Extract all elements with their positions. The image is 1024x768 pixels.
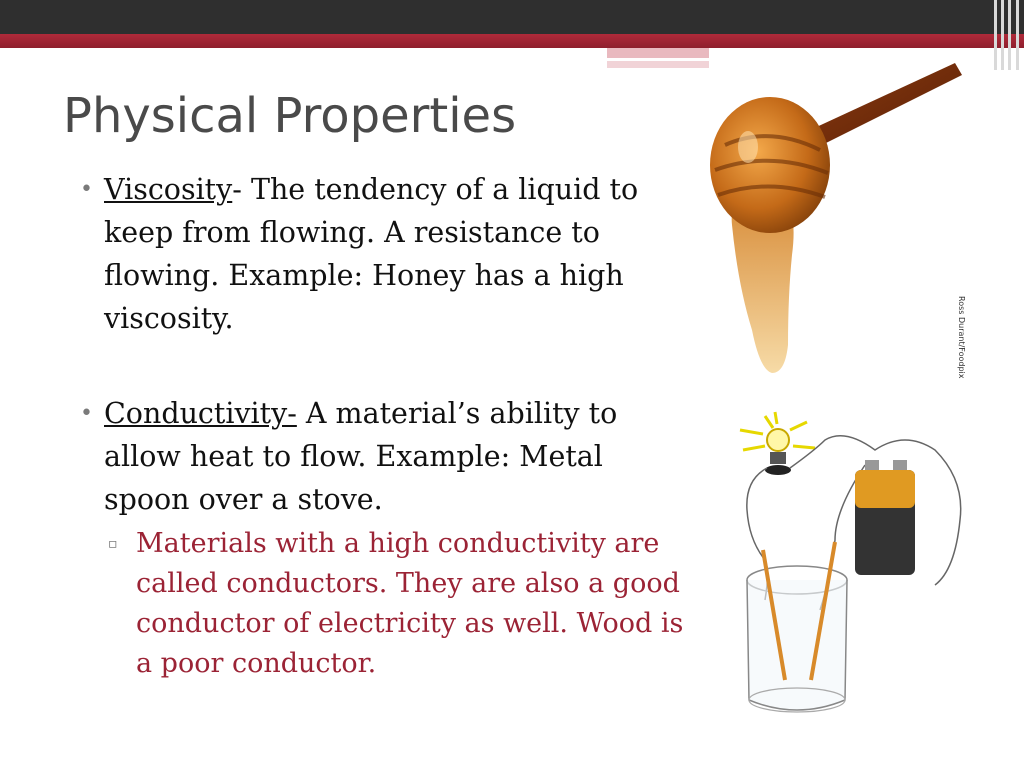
image-credit: Ross Durant/Foodpix <box>957 296 966 379</box>
header-dark-bar <box>0 0 1024 34</box>
sub-bullet-icon: ▫ <box>108 536 118 552</box>
term-viscosity: Viscosity <box>104 173 233 206</box>
header-red-stripe <box>0 34 1024 48</box>
bullet-viscosity <box>80 168 680 340</box>
decorative-pink-bar <box>607 48 709 58</box>
sub-bullet-conductors <box>108 524 698 684</box>
conductivity-circuit-image <box>735 410 980 720</box>
bullet-text: A material’s ability to allow heat to flow. Example: Metal spoon over a stove. <box>104 397 618 516</box>
bullet-text: - The tendency of a liquid to keep from flowing. A resistance to flowing. Example: Honey has a high viscosity. <box>104 173 639 335</box>
honey-dipper-image <box>700 55 970 385</box>
decorative-pink-bar-light <box>607 61 709 68</box>
bullet-body <box>104 392 680 521</box>
bullet-conductivity <box>80 392 680 521</box>
sub-bullet-text: Materials with a high conductivity are called conductors. They are also a good conductor of electricity as well. Wood is a poor conductor. <box>136 528 684 679</box>
bullet-icon: • <box>80 177 93 202</box>
term-conductivity: Conductivity- <box>104 397 297 430</box>
bullet-icon: • <box>80 401 93 426</box>
decorative-edge-lines <box>992 0 1024 70</box>
slide-title: Physical Properties <box>63 88 517 144</box>
bullet-body <box>104 168 680 340</box>
